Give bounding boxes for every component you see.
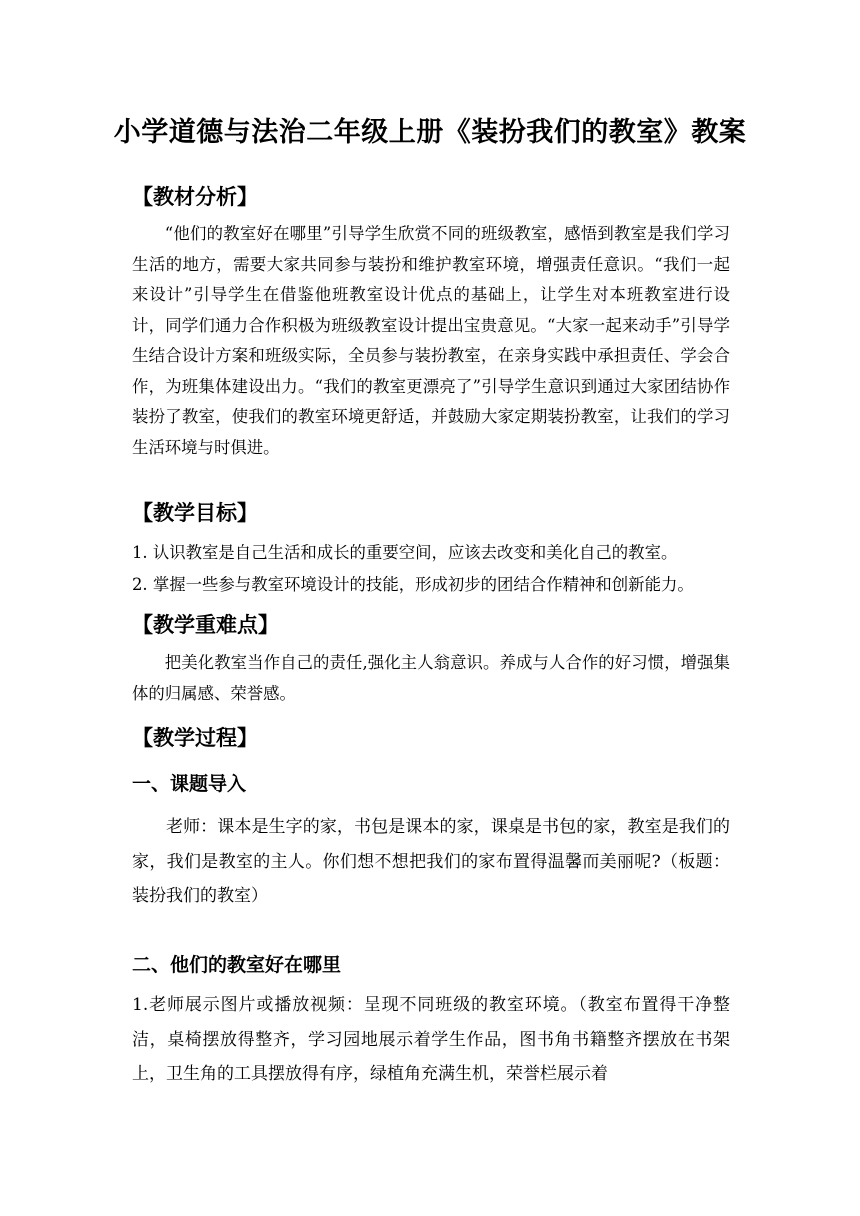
process-part1-paragraph: 老师：课本是生字的家，书包是课本的家，课桌是书包的家，教室是我们的家，我们是教室的主人。你们想不想把我们的家布置得温馨而美丽呢?（板题：装扮我们的教室） bbox=[132, 817, 730, 907]
heading-analysis: 【教材分析】 bbox=[132, 185, 258, 209]
document-title: 小学道德与法治二年级上册《装扮我们的教室》教案 bbox=[113, 117, 747, 148]
key-points-paragraph: 把美化教室当作自己的责任,强化主人翁意识。养成与人合作的好习惯，增强集体的归属感、荣誉感。 bbox=[132, 653, 730, 703]
process-part1-heading: 一、课题导入 bbox=[132, 773, 247, 795]
process-part2-paragraph: 1.老师展示图片或播放视频：呈现不同班级的教室环境。（教室布置得干净整洁，桌椅摆放得整齐，学习园地展示着学生作品，图书角书籍整齐摆放在书架上，卫生角的工具摆放得有序，绿植角充满生机，荣誉栏展示着 bbox=[132, 995, 730, 1085]
heading-process: 【教学过程】 bbox=[132, 726, 258, 750]
heading-key-points: 【教学重难点】 bbox=[132, 613, 279, 637]
heading-goals: 【教学目标】 bbox=[132, 501, 258, 525]
process-part2-heading: 二、他们的教室好在哪里 bbox=[132, 954, 342, 976]
analysis-paragraph: “他们的教室好在哪里”引导学生欣赏不同的班级教室，感悟到教室是我们学习生活的地方，需要大家共同参与装扮和维护教室环境，增强责任意识。“我们一起来设计”引导学生在借鉴他班教室设计优点的基础上，让学生对本班教室进行设计，同学们通力合作积极为班级教室设计提出宝贵意见。“大家一起来动手”引导学生结合设计方案和班级实际，全员参与装扮教室，在亲身实践中承担责任、学会合作，为班集体建设出力。“我们的教室更漂亮了”引导学生意识到通过大家团结协作装扮了教室，使我们的教室环境更舒适，并鼓励大家定期装扮教室，让我们的学习生活环境与时俱进。 bbox=[132, 224, 730, 457]
goal-item-1: 1. 认识教室是自己生活和成长的重要空间，应该去改变和美化自己的教室。 bbox=[132, 543, 678, 562]
goal-item-2: 2. 掌握一些参与教室环境设计的技能，形成初步的团结合作精神和创新能力。 bbox=[132, 575, 694, 594]
